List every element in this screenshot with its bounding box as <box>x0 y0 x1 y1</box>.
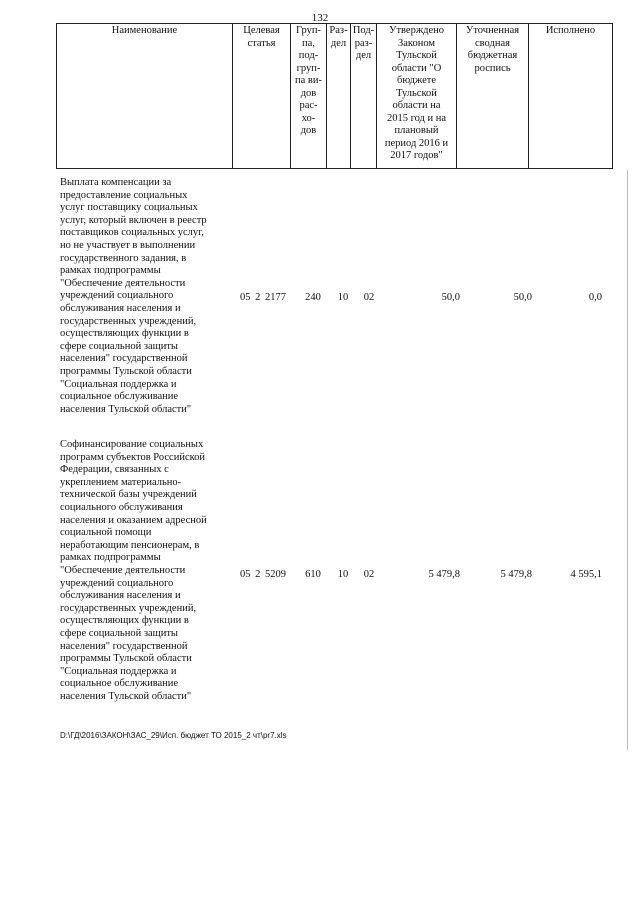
row-executed: 4 595,1 <box>570 569 602 580</box>
footer-file-path: D:\ГД\2016\ЗАКОН\ЗАС_29\Исп. бюджет ТО 2015_2 чт\pr7.xls <box>60 731 287 740</box>
page-number: 132 <box>311 12 329 24</box>
row-code: 05 2 2177 <box>240 292 286 303</box>
header-subsection: Под- раз- дел <box>351 24 377 169</box>
row-approved: 5 479,8 <box>428 569 460 580</box>
row-name: Софинансирование социальных программ субъектов Российской Федерации, связанных с укреплением материально- технической базы учреждений социального обслуживания населения и оказанием адресной социальной помощи неработающим пенсионерам, в рамках подпрограммы "Обеспечение деятельности учреждений социального обслуживания населения и государственных учреждений, осуществляющих функции в сфере социальной защиты населения" государственной программы Тульской области "Социальная поддержка и социальное обслуживание населения Тульской области" <box>60 439 207 702</box>
header-executed: Исполнено <box>529 24 613 169</box>
row-group: 610 <box>305 569 321 580</box>
row-executed: 0,0 <box>588 292 602 303</box>
row-section: 10 <box>337 569 349 580</box>
row-subsection: 02 <box>363 292 375 303</box>
row-refined: 50,0 <box>513 292 532 303</box>
header-section: Раз- дел <box>327 24 351 169</box>
scan-edge-line <box>627 170 628 750</box>
row-refined: 5 479,8 <box>500 569 532 580</box>
row-group: 240 <box>305 292 321 303</box>
row-name: Выплата компенсации за предоставление социальных услуг поставщику социальных услуг, который включен в реестр поставщиков социальных услуг, но не участвует в выполнении государственного задания, в рамках подпрограммы "Обеспечение деятельности учреждений социального обслуживания населения и государственных учреждений, осуществляющих функции в сфере социальной защиты населения" государственной программы Тульской области "Социальная поддержка и социальное обслуживание населения Тульской области" <box>60 177 207 415</box>
row-section: 10 <box>337 292 349 303</box>
table-header <box>56 23 613 169</box>
header-refined: Уточненная сводная бюджетная роспись <box>457 24 529 169</box>
row-approved: 50,0 <box>441 292 460 303</box>
row-code: 05 2 5209 <box>240 569 286 580</box>
header-target-article: Целевая статья <box>233 24 291 169</box>
header-expense-group: Груп- па, под- груп- па ви- дов рас- хо- дов <box>291 24 327 169</box>
header-name: Наименование <box>57 24 233 169</box>
row-subsection: 02 <box>363 569 375 580</box>
header-approved: Утверждено Законом Тульской области "О бюджете Тульской области на 2015 год и на плановый период 2016 и 2017 годов" <box>377 24 457 169</box>
